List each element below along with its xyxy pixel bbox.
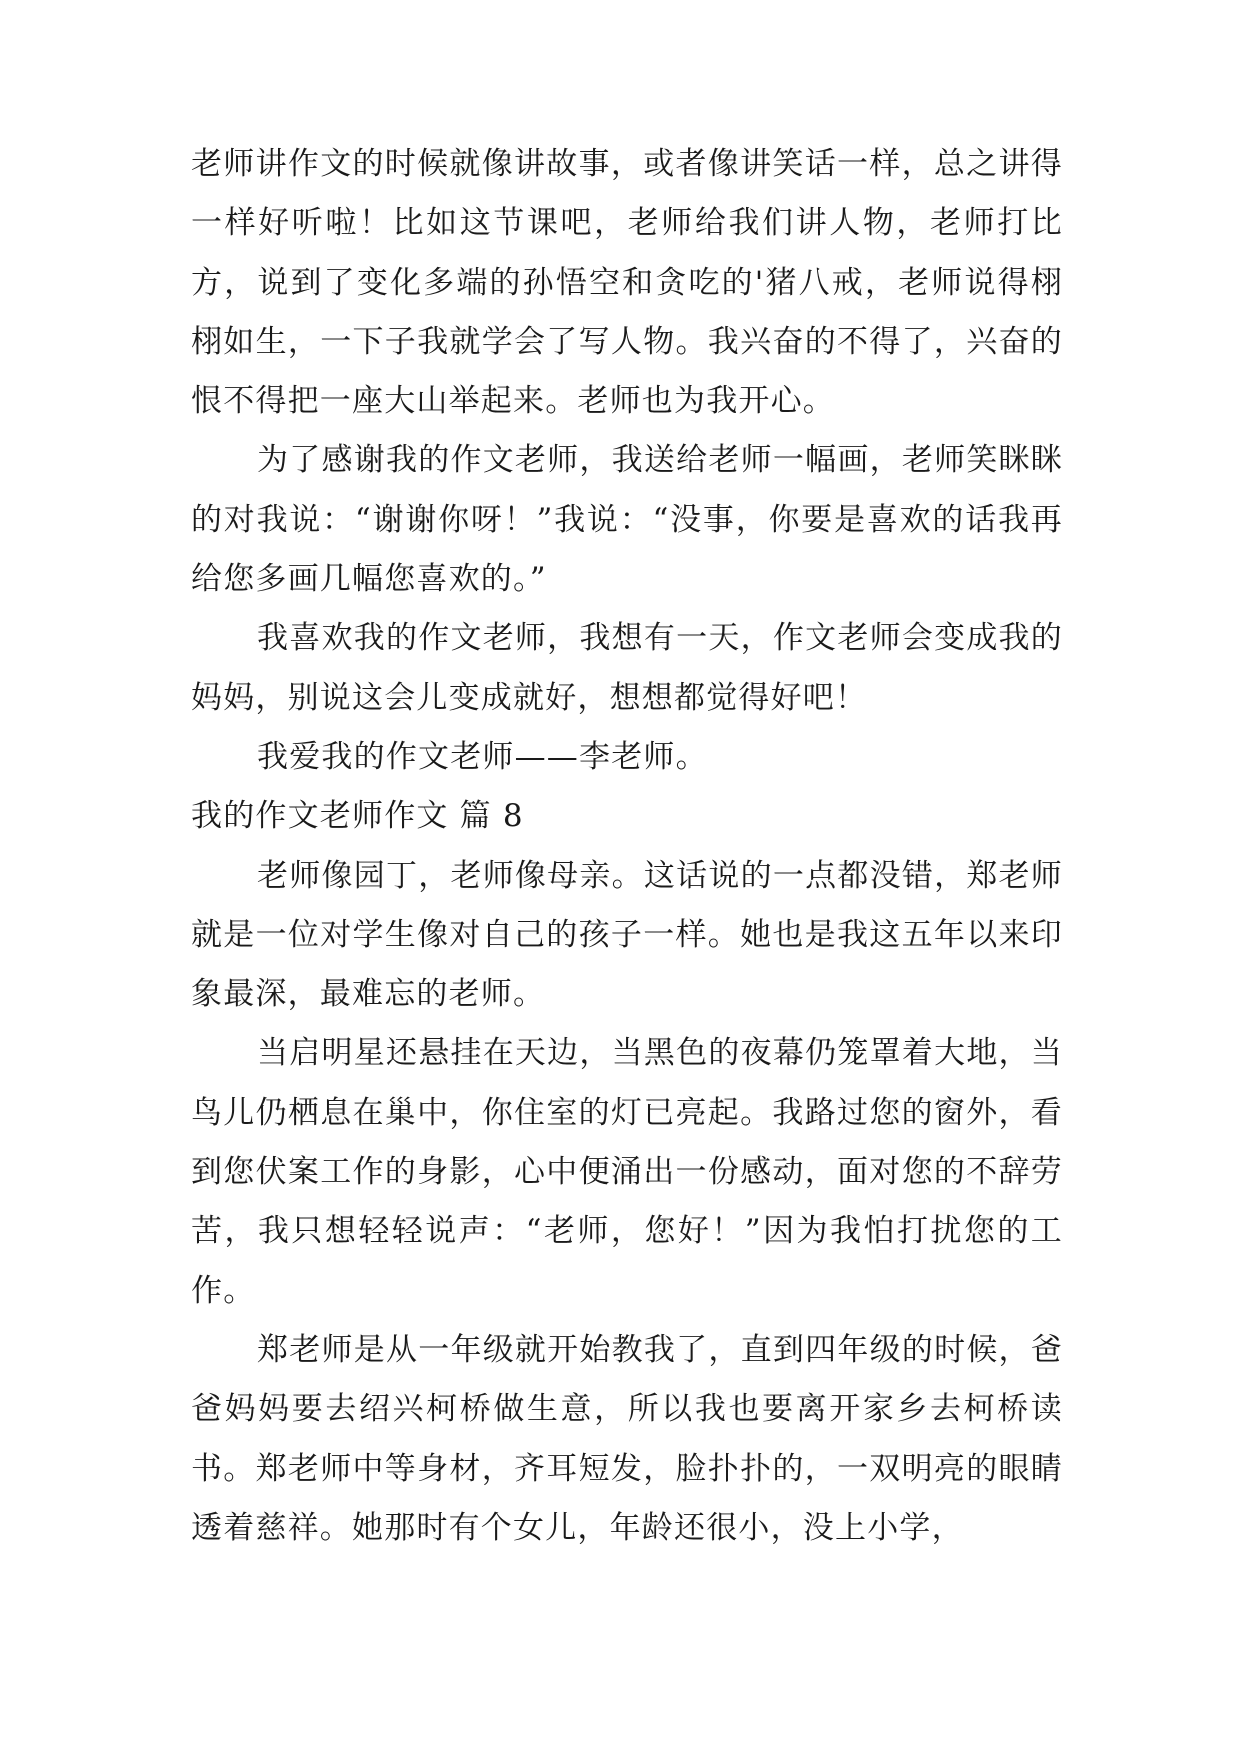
paragraph: 老师讲作文的时候就像讲故事，或者像讲笑话一样，总之讲得一样好听啦！比如这节课吧，老师给我们讲人物，老师打比方，说到了变化多端的孙悟空和贪吃的'猪八戒，老师说得栩栩如生，一下子我就学会了写人物。我兴奋的不得了，兴奋的恨不得把一座大山举起来。老师也为我开心。 bbox=[191, 146, 1063, 420]
paragraph: 我喜欢我的作文老师，我想有一天，作文老师会变成我的妈妈，别说这会儿变成就好，想想都觉得好吧！ bbox=[191, 620, 1063, 716]
paragraph: 郑老师是从一年级就开始教我了，直到四年级的时候，爸爸妈妈要去绍兴柯桥做生意，所以我也要离开家乡去柯桥读书。郑老师中等身材，齐耳短发，脸扑扑的，一双明亮的眼睛透着慈祥。她那时有个女儿，年龄还很小，没上小学， bbox=[191, 1331, 1063, 1546]
paragraph: 我爱我的作文老师——李老师。 bbox=[257, 738, 708, 775]
section-heading: 我的作文老师作文 篇 8 bbox=[191, 798, 524, 835]
paragraph: 老师像园丁，老师像母亲。这话说的一点都没错，郑老师就是一位对学生像对自己的孩子一样。她也是我这五年以来印象最深，最难忘的老师。 bbox=[191, 857, 1063, 1013]
paragraph: 为了感谢我的作文老师，我送给老师一幅画，老师笑眯眯的对我说：“谢谢你呀！”我说：“没事，你要是喜欢的话我再给您多画几幅您喜欢的。” bbox=[191, 442, 1063, 598]
document-body bbox=[191, 135, 1063, 1558]
paragraph: 当启明星还悬挂在天边，当黑色的夜幕仍笼罩着大地，当鸟儿仍栖息在巢中，你住室的灯已亮起。我路过您的窗外，看到您伏案工作的身影，心中便涌出一份感动，面对您的不辞劳苦，我只想轻轻说声：“老师，您好！”因为我怕打扰您的工作。 bbox=[191, 1035, 1063, 1309]
